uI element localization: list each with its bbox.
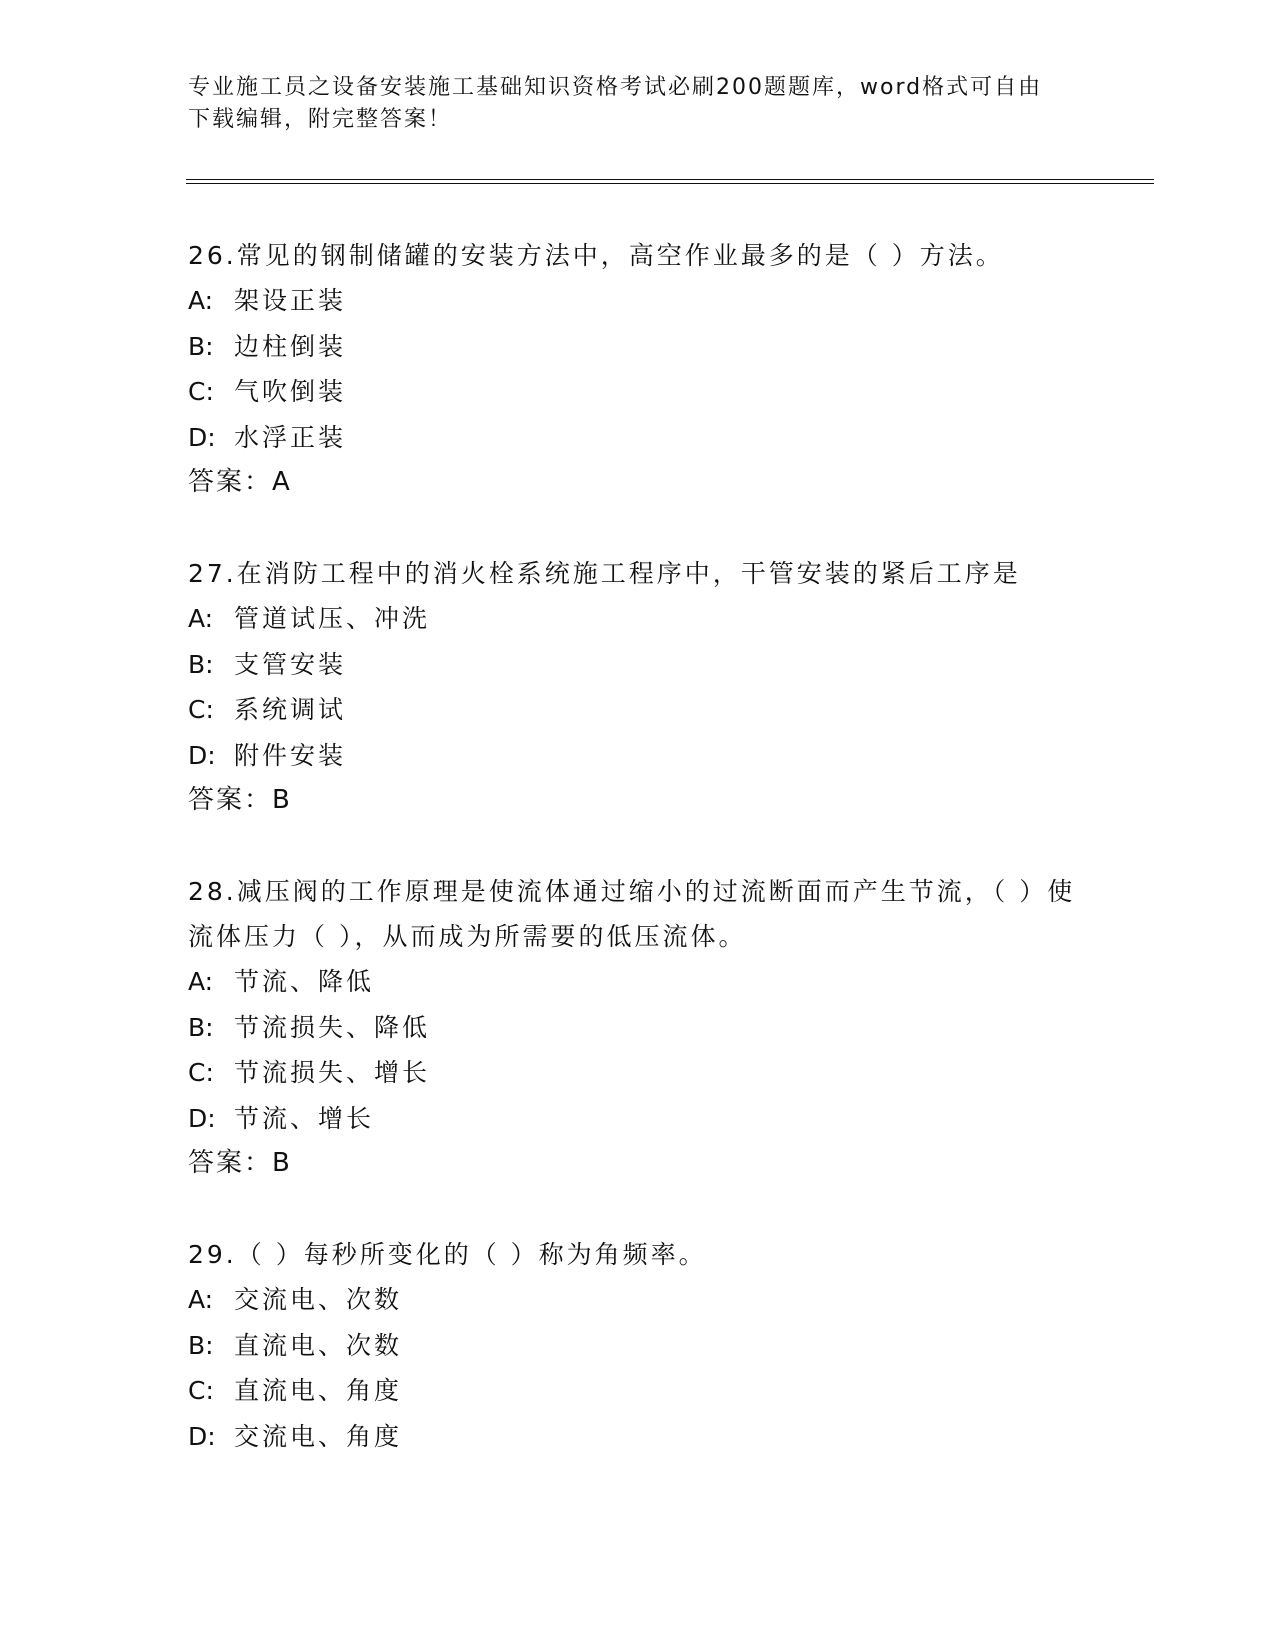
option-letter: A: [188,967,214,996]
header-line-1: 专业施工员之设备安装施工基础知识资格考试必刷200题题库，word格式可自由 [188,75,1043,100]
answer-line [188,778,1088,823]
answer-value: B [272,1148,291,1178]
question-stem: 26.常见的钢制储罐的安装方法中，高空作业最多的是（ ）方法。 [188,241,1004,270]
option-c [188,687,1088,733]
option-text: 气吹倒装 [234,377,347,406]
option-b [188,1005,1088,1051]
answer-value: A [272,467,291,497]
option-a [188,278,1088,324]
option-text: 支管安装 [234,649,347,679]
option-a [188,959,1088,1005]
option-letter: C: [188,377,214,406]
option-letter: A: [188,1285,214,1314]
option-letter: B: [188,1012,214,1042]
option-b [188,324,1088,370]
option-letter: D: [188,1103,216,1133]
question-29 [188,1232,1088,1459]
option-a [188,1277,1088,1323]
option-d [188,1414,1088,1460]
answer-line [188,460,1088,505]
question-stem: 28.减压阀的工作原理是使流体通过缩小的过流断面而产生节流，（ ）使流体压力（ ），从而成为所需要的低压流体。 [188,877,1076,951]
option-letter: C: [188,1058,214,1087]
question-28 [188,869,1088,1186]
option-text: 直流电、角度 [234,1376,403,1405]
option-text: 系统调试 [234,695,347,724]
option-letter: B: [188,331,214,361]
option-text: 直流电、次数 [234,1330,403,1360]
answer-label: 答案： [188,1148,273,1178]
option-c [188,1050,1088,1096]
option-text: 架设正装 [234,286,347,315]
option-letter: B: [188,649,214,679]
option-b [188,642,1088,688]
header-divider-bottom [186,183,1154,184]
question-stem: 27.在消防工程中的消火栓系统施工程序中，干管安装的紧后工序是 [188,559,1021,588]
option-d [188,415,1088,461]
option-letter: C: [188,695,214,724]
option-letter: A: [188,286,214,315]
option-text: 交流电、角度 [234,1421,403,1451]
question-stem: 29.（ ）每秒所变化的（ ）称为角频率。 [188,1240,707,1269]
question-list [188,233,1088,1505]
option-c [188,1368,1088,1414]
header-divider-top [186,179,1154,180]
option-text: 节流、增长 [234,1103,375,1133]
option-text: 边柱倒装 [234,331,347,361]
option-d [188,1096,1088,1142]
question-26 [188,233,1088,505]
option-letter: C: [188,1376,214,1405]
answer-label: 答案： [188,467,273,497]
option-text: 附件安装 [234,740,347,770]
option-b [188,1323,1088,1369]
option-text: 交流电、次数 [234,1285,403,1314]
option-text: 水浮正装 [234,422,347,452]
answer-line [188,1141,1088,1186]
document-header [188,72,1088,136]
option-letter: B: [188,1330,214,1360]
option-text: 节流、降低 [234,967,375,996]
option-d [188,733,1088,779]
answer-label: 答案： [188,785,273,815]
option-text: 节流损失、增长 [234,1058,431,1087]
question-27 [188,551,1088,823]
option-text: 管道试压、冲洗 [234,604,431,633]
option-a [188,596,1088,642]
option-letter: D: [188,740,216,770]
option-text: 节流损失、降低 [234,1012,431,1042]
option-letter: A: [188,604,214,633]
option-letter: D: [188,422,216,452]
answer-value: B [272,785,291,815]
option-c [188,369,1088,415]
option-letter: D: [188,1421,216,1451]
header-line-2: 下载编辑，附完整答案！ [188,107,453,132]
